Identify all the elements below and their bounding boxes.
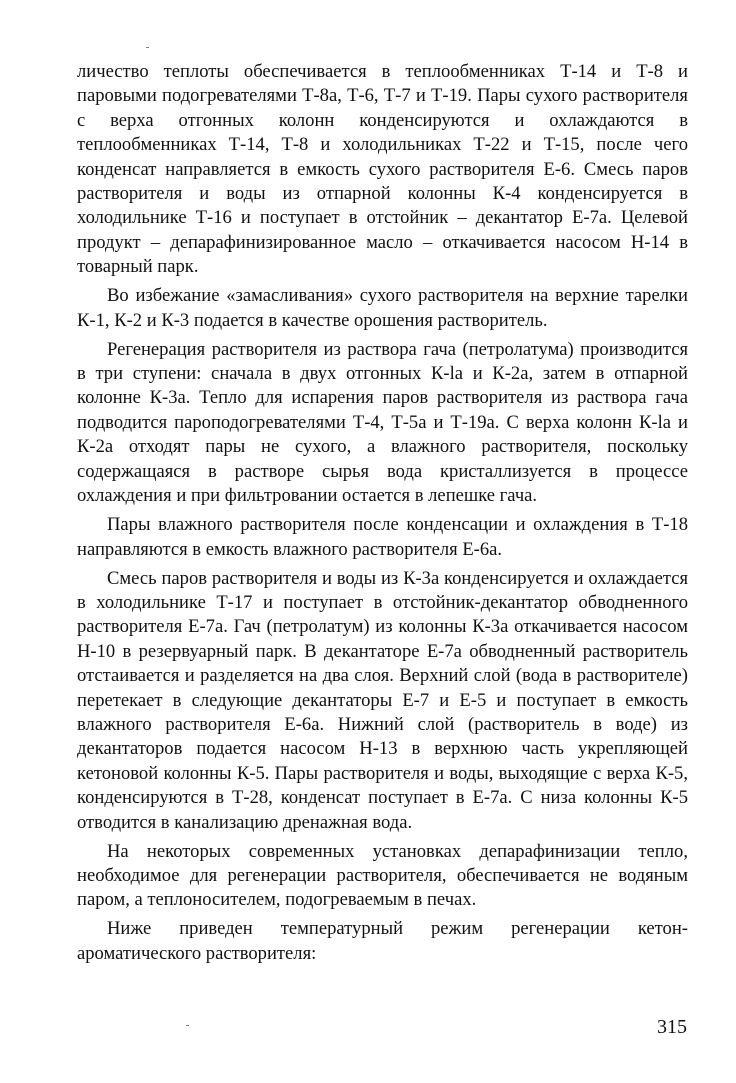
page-text-block xyxy=(77,60,688,966)
paragraph-dry-solvent: Во избежание «замасливания» сухого растворителя на верхние тарелки К-1, К-2 и К-3 подается в качестве орошения растворитель. xyxy=(77,285,688,331)
paragraph-temperature-regime: Ниже приведен температурный режим регенерации кетон-ароматического растворителя: xyxy=(77,918,688,964)
scan-speck xyxy=(186,1025,189,1026)
paragraph-regeneration: Регенерация растворителя из раствора гача (петролатума) производится в три ступени: сначала в двух отгонных К-lа и К-2а, затем в отпарной колонне К-3а. Тепло для испарения паров растворителя из раствора гача подводится пароподогревателями Т-4, Т-5а и Т-19а. С верха колонн К-lа и К-2а отходят пары не сухого, а влажного растворителя, поскольку содержащаяся в растворе сырья вода кристаллизуется в процессе охлаждения и при фильтровании остается в лепешке гача. xyxy=(77,338,688,507)
page-number: 315 xyxy=(657,1016,687,1038)
paragraph-vapor-mixture: Смесь паров растворителя и воды из К-3а конденсируется и охлаждается в холодильнике Т-17 и поступает в отстойник-декантатор обводненного растворителя Е-7а. Гач (петролатум) из колонны К-3а откачивается насосом Н-10 в резервуарный парк. В декантаторе Е-7а обводненный растворитель отстаивается и разделяется на два слоя. Верхний слой (вода в растворителе) перетекает в следующие декантаторы Е-7 и Е-5 и поступает в емкость влажного растворителя Е-6а. Нижний слой (растворитель в воде) из декантаторов подается насосом Н-13 в верхнюю часть укрепляющей кетоновой колонны К-5. Пары растворителя и воды, выходящие с верха К-5, конденсируются в Т-28, конденсат поступает в Е-7а. С низа колонны К-5 отводится в канализацию дренажная вода. xyxy=(77,567,688,833)
paragraph-continuation: личество теплоты обеспечивается в теплообменниках Т-14 и Т-8 и паровыми подогревателями Т-8а, Т-6, Т-7 и Т-19. Пары сухого растворителя с верха отгонных колонн конденсируются и охлаждаются в теплообменниках Т-14, Т-8 и холодильниках Т-22 и Т-15, после чего конденсат направляется в емкость сухого растворителя Е-6. Смесь паров растворителя и воды из отпарной колонны К-4 конденсируется в холодильнике Т-16 и поступает в отстойник – декантатор Е-7а. Целевой продукт – депарафинизированное масло – откачивается насосом Н-14 в товарный парк. xyxy=(77,61,688,278)
scan-speck xyxy=(146,47,149,48)
paragraph-modern-units: На некоторых современных установках депарафинизации тепло, необходимое для регенерации растворителя, обеспечивается не водяным паром, а теплоносителем, подогреваемым в печах. xyxy=(77,840,688,911)
paragraph-wet-solvent-vapors: Пары влажного растворителя после конденсации и охлаждения в Т-18 направляются в емкость влажного растворителя Е-6а. xyxy=(77,514,688,560)
